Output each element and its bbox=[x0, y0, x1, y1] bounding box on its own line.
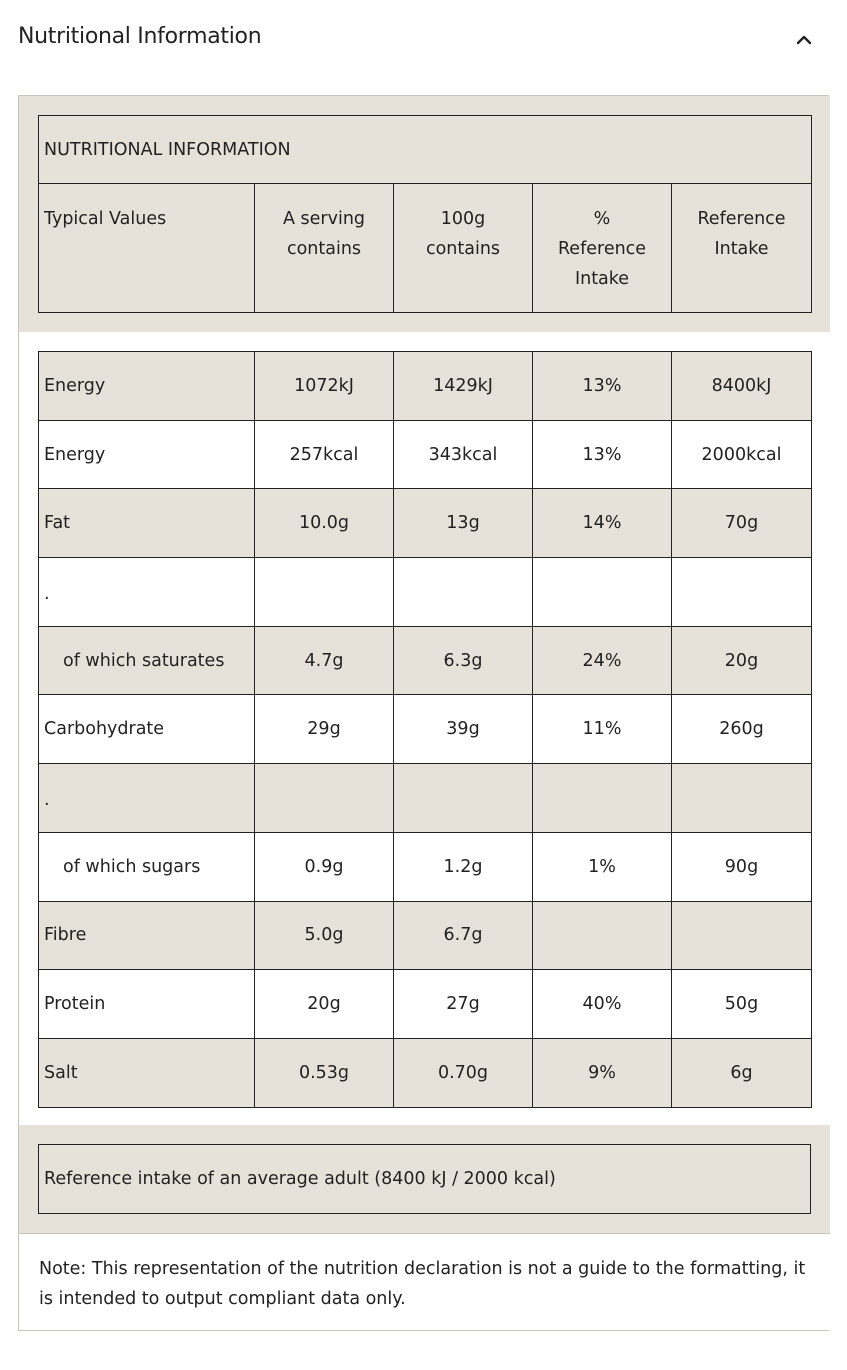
serving-value bbox=[255, 764, 394, 833]
ri-value: 90g bbox=[672, 832, 812, 901]
reference-band bbox=[19, 1125, 830, 1233]
per-100g-value: 1.2g bbox=[394, 832, 533, 901]
nutrient-label: . bbox=[39, 764, 255, 833]
table-row bbox=[39, 489, 812, 558]
ri-percent-value: 24% bbox=[533, 626, 672, 695]
serving-value: 10.0g bbox=[255, 489, 394, 558]
ri-percent-value: 13% bbox=[533, 420, 672, 489]
ri-value: 6g bbox=[672, 1038, 812, 1107]
per-100g-value: 6.7g bbox=[394, 901, 533, 970]
ri-value: 260g bbox=[672, 695, 812, 764]
serving-value: 29g bbox=[255, 695, 394, 764]
table-row bbox=[39, 420, 812, 489]
table-title: NUTRITIONAL INFORMATION bbox=[39, 116, 812, 184]
table-row bbox=[39, 764, 812, 833]
disclaimer-text: Note: This representation of the nutrition declaration is not a guide to the formatting, it is intended to output compliant data only. bbox=[39, 1259, 806, 1309]
table-row bbox=[39, 626, 812, 695]
serving-value: 0.53g bbox=[255, 1038, 394, 1107]
ri-percent-value bbox=[533, 901, 672, 970]
per-100g-value bbox=[394, 558, 533, 627]
table-row bbox=[39, 558, 812, 627]
ri-value: 2000kcal bbox=[672, 420, 812, 489]
accordion-title: Nutritional Information bbox=[18, 24, 262, 49]
ri-value bbox=[672, 764, 812, 833]
table-body-band bbox=[19, 332, 830, 1125]
ri-percent-value: 14% bbox=[533, 489, 672, 558]
column-header-row bbox=[39, 184, 812, 313]
nutrient-label: Energy bbox=[39, 352, 255, 421]
header-100g: 100g contains bbox=[394, 184, 533, 313]
ri-percent-value bbox=[533, 764, 672, 833]
nutrition-header-table bbox=[38, 115, 812, 313]
ri-percent-value: 11% bbox=[533, 695, 672, 764]
per-100g-value: 343kcal bbox=[394, 420, 533, 489]
nutrient-label: Salt bbox=[39, 1038, 255, 1107]
ri-value: 50g bbox=[672, 970, 812, 1039]
serving-value: 257kcal bbox=[255, 420, 394, 489]
serving-value: 1072kJ bbox=[255, 352, 394, 421]
per-100g-value: 1429kJ bbox=[394, 352, 533, 421]
per-100g-value: 6.3g bbox=[394, 626, 533, 695]
ri-percent-value: 13% bbox=[533, 352, 672, 421]
ri-value bbox=[672, 901, 812, 970]
reference-table bbox=[38, 1144, 811, 1214]
serving-value: 0.9g bbox=[255, 832, 394, 901]
header-typical-values: Typical Values bbox=[39, 184, 255, 313]
per-100g-value: 27g bbox=[394, 970, 533, 1039]
ri-percent-value bbox=[533, 558, 672, 627]
per-100g-value: 13g bbox=[394, 489, 533, 558]
per-100g-value: 0.70g bbox=[394, 1038, 533, 1107]
header-ri-percent: % Reference Intake bbox=[533, 184, 672, 313]
chevron-up-icon[interactable] bbox=[792, 28, 816, 52]
nutrition-body-table bbox=[38, 351, 812, 1108]
nutrient-label: of which saturates bbox=[39, 626, 255, 695]
nutrient-label: Protein bbox=[39, 970, 255, 1039]
serving-value: 4.7g bbox=[255, 626, 394, 695]
ri-value bbox=[672, 558, 812, 627]
table-row bbox=[39, 352, 812, 421]
reference-intake-note: Reference intake of an average adult (8400 kJ / 2000 kcal) bbox=[39, 1145, 811, 1214]
nutrient-label: . bbox=[39, 558, 255, 627]
serving-value bbox=[255, 558, 394, 627]
accordion-header[interactable] bbox=[0, 0, 847, 80]
serving-value: 5.0g bbox=[255, 901, 394, 970]
per-100g-value: 39g bbox=[394, 695, 533, 764]
ri-value: 70g bbox=[672, 489, 812, 558]
table-header-band bbox=[19, 96, 830, 332]
table-row bbox=[39, 832, 812, 901]
ri-value: 8400kJ bbox=[672, 352, 812, 421]
ri-percent-value: 9% bbox=[533, 1038, 672, 1107]
header-ri: Reference Intake bbox=[672, 184, 812, 313]
nutrient-label: Carbohydrate bbox=[39, 695, 255, 764]
table-row bbox=[39, 1038, 812, 1107]
table-row bbox=[39, 695, 812, 764]
ri-value: 20g bbox=[672, 626, 812, 695]
table-row bbox=[39, 970, 812, 1039]
nutrient-label: Fat bbox=[39, 489, 255, 558]
nutrition-panel bbox=[18, 95, 829, 1331]
header-serving: A serving contains bbox=[255, 184, 394, 313]
nutrient-label: Fibre bbox=[39, 901, 255, 970]
table-row bbox=[39, 901, 812, 970]
ri-percent-value: 40% bbox=[533, 970, 672, 1039]
disclaimer-band bbox=[19, 1233, 830, 1330]
table-title-row bbox=[39, 116, 812, 184]
nutrient-label: of which sugars bbox=[39, 832, 255, 901]
nutrient-label: Energy bbox=[39, 420, 255, 489]
ri-percent-value: 1% bbox=[533, 832, 672, 901]
serving-value: 20g bbox=[255, 970, 394, 1039]
per-100g-value bbox=[394, 764, 533, 833]
